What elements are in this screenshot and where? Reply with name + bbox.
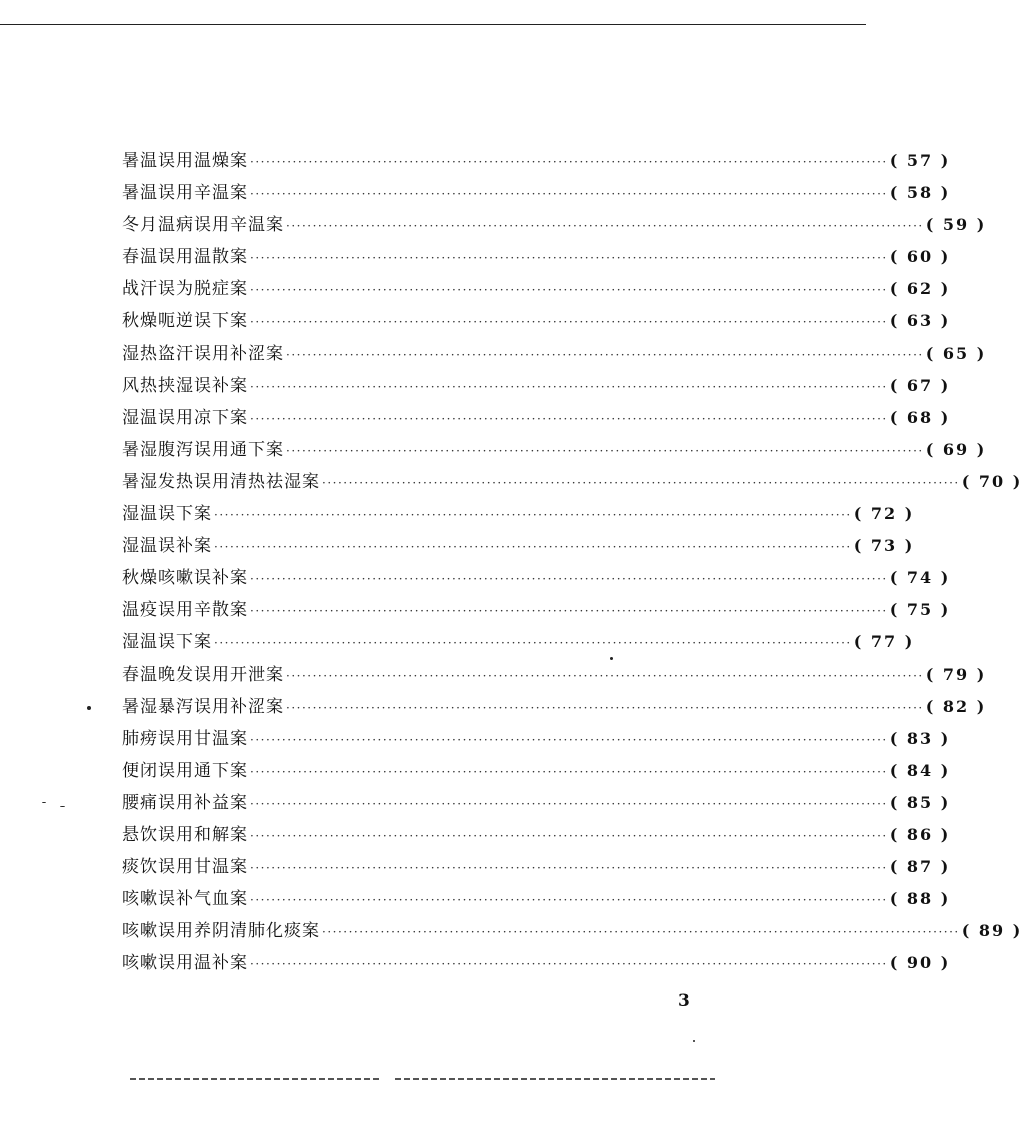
toc-entry-title: 肺痨误用甘温案 (122, 728, 248, 749)
toc-leader: ························································································································ (250, 893, 888, 908)
toc-entry[interactable] (122, 819, 951, 851)
bottom-scan-noise (130, 1078, 380, 1080)
toc-entry-title: 暑湿发热误用清热祛湿案 (122, 471, 320, 492)
toc-entry-title: 湿温误下案 (122, 632, 212, 653)
toc-entry[interactable] (122, 434, 987, 466)
toc-entry-page: ( 74 ) (889, 568, 951, 588)
bottom-scan-noise (395, 1078, 715, 1080)
toc-entry-page: ( 72 ) (853, 504, 915, 524)
toc-entry-page: ( 84 ) (889, 760, 951, 780)
toc-leader: ························································································································ (250, 957, 888, 972)
toc-entry-page: ( 57 ) (889, 151, 951, 170)
toc-entry[interactable] (122, 851, 951, 883)
toc-entry[interactable] (122, 562, 951, 594)
toc-entry-title: 湿温误用凉下案 (122, 407, 248, 428)
toc-entry-title: 风热挟湿误补案 (122, 375, 248, 396)
toc-leader: ························································································································ (214, 508, 852, 523)
toc-entry-page: ( 83 ) (889, 728, 951, 748)
toc-entry-page: ( 68 ) (889, 407, 951, 427)
toc-entry-page: ( 88 ) (889, 889, 951, 909)
toc-entry-title: 暑温误用辛温案 (122, 183, 248, 204)
toc-entry[interactable] (122, 915, 1022, 947)
toc-entry-page: ( 63 ) (889, 311, 951, 331)
toc-entry-title: 悬饮误用和解案 (122, 824, 248, 845)
toc-leader: ························································································································ (250, 604, 888, 619)
toc-entry-title: 湿热盗汗误用补涩案 (122, 343, 284, 364)
toc-entry-title: 温疫误用辛散案 (122, 600, 248, 621)
toc-entry-title: 战汗误为脱症案 (122, 279, 248, 300)
toc-leader: ························································································································ (250, 732, 888, 747)
toc-entry[interactable] (122, 594, 951, 626)
toc-entry-title: 便闭误用通下案 (122, 760, 248, 781)
toc-leader: ························································································································ (250, 315, 888, 330)
toc-entry[interactable] (122, 241, 951, 273)
toc-entry[interactable] (122, 755, 951, 787)
toc-leader: ························································································································ (250, 411, 888, 426)
toc-entry-title: 春温误用温散案 (122, 247, 248, 268)
toc-leader: ························································································································ (250, 187, 888, 202)
toc-entry[interactable] (122, 691, 987, 723)
toc-entry[interactable] (122, 659, 987, 691)
toc-entry[interactable] (122, 530, 915, 562)
toc-entry-page: ( 79 ) (925, 664, 987, 684)
toc-entry[interactable] (122, 466, 1022, 498)
toc-leader: ························································································································ (250, 764, 888, 779)
toc-entry-title: 咳嗽误补气血案 (122, 889, 248, 910)
toc-entry[interactable] (122, 209, 987, 241)
toc-leader: ························································································································ (286, 700, 924, 715)
toc-leader: ························································································································ (250, 379, 888, 394)
toc-entry-page: ( 85 ) (889, 792, 951, 812)
toc-entry-title: 暑湿腹泻误用通下案 (122, 439, 284, 460)
toc-entry-page: ( 86 ) (889, 824, 951, 844)
toc-entry-page: ( 60 ) (889, 247, 951, 267)
toc-leader: ························································································································ (250, 251, 888, 266)
scan-speck (610, 657, 613, 660)
toc-entry[interactable] (122, 787, 951, 819)
toc-entry[interactable] (122, 626, 915, 658)
toc-entry-title: 秋燥咳嗽误补案 (122, 568, 248, 589)
toc-entry-page: ( 69 ) (925, 439, 987, 459)
toc-entry-title: 冬月温病误用辛温案 (122, 215, 284, 236)
toc-leader: ························································································································ (250, 572, 888, 587)
toc-leader: ························································································································ (286, 347, 924, 362)
top-rule (0, 24, 866, 25)
toc-entry-page: ( 87 ) (889, 857, 951, 877)
toc-entry-page: ( 73 ) (853, 536, 915, 556)
toc-leader: ························································································································ (214, 636, 852, 651)
toc-leader: ························································································································ (250, 283, 888, 298)
toc-entry[interactable] (122, 177, 951, 209)
toc-entry[interactable] (122, 498, 915, 530)
toc-entry[interactable] (122, 723, 951, 755)
toc-leader: ························································································································ (250, 155, 888, 169)
toc-entry-page: ( 75 ) (889, 600, 951, 620)
scan-speck (42, 802, 46, 803)
toc-leader: ························································································································ (322, 475, 960, 490)
toc-entry-page: ( 59 ) (925, 215, 987, 235)
toc-entry-title: 秋燥呃逆误下案 (122, 311, 248, 332)
toc-entry[interactable] (122, 883, 951, 915)
scan-speck (60, 806, 65, 807)
toc-entry-page: ( 90 ) (889, 953, 951, 973)
toc-entry-page: ( 82 ) (925, 696, 987, 716)
toc-entry-page: ( 65 ) (925, 343, 987, 363)
toc-entry-title: 咳嗽误用温补案 (122, 953, 248, 974)
toc-entry[interactable] (122, 402, 951, 434)
toc-entry[interactable] (122, 305, 951, 337)
toc-entry-title: 暑湿暴泻误用补涩案 (122, 696, 284, 717)
toc-entry-title: 春温晚发误用开泄案 (122, 664, 284, 685)
toc-leader: ························································································································ (214, 540, 852, 555)
toc-entry-title: 湿温误补案 (122, 536, 212, 557)
toc-entry-title: 湿温误下案 (122, 504, 212, 525)
toc-entry-page: ( 70 ) (961, 471, 1022, 491)
table-of-contents (122, 145, 1022, 979)
toc-leader: ························································································································ (322, 925, 960, 940)
toc-leader: ························································································································ (250, 861, 888, 876)
toc-entry[interactable] (122, 338, 987, 370)
toc-entry-page: ( 67 ) (889, 375, 951, 395)
toc-leader: ························································································································ (286, 219, 924, 234)
toc-entry[interactable] (122, 370, 951, 402)
toc-entry-page: ( 77 ) (853, 632, 915, 652)
toc-entry-page: ( 58 ) (889, 183, 951, 203)
toc-leader: ························································································································ (286, 668, 924, 683)
toc-leader: ························································································································ (250, 828, 888, 843)
toc-entry[interactable] (122, 273, 951, 305)
toc-entry-title: 腰痛误用补益案 (122, 792, 248, 813)
scan-speck (693, 1040, 695, 1042)
scan-speck (87, 706, 91, 710)
toc-leader: ························································································································ (250, 796, 888, 811)
toc-entry-title: 咳嗽误用养阴清肺化痰案 (122, 921, 320, 942)
toc-leader: ························································································································ (286, 443, 924, 458)
toc-entry-page: ( 62 ) (889, 279, 951, 299)
page-number: 3 (678, 991, 690, 1011)
toc-entry-page: ( 89 ) (961, 921, 1022, 941)
toc-entry[interactable] (122, 947, 951, 979)
toc-entry-title: 痰饮误用甘温案 (122, 857, 248, 878)
toc-entry[interactable] (122, 145, 951, 177)
toc-entry-title: 暑温误用温燥案 (122, 151, 248, 171)
